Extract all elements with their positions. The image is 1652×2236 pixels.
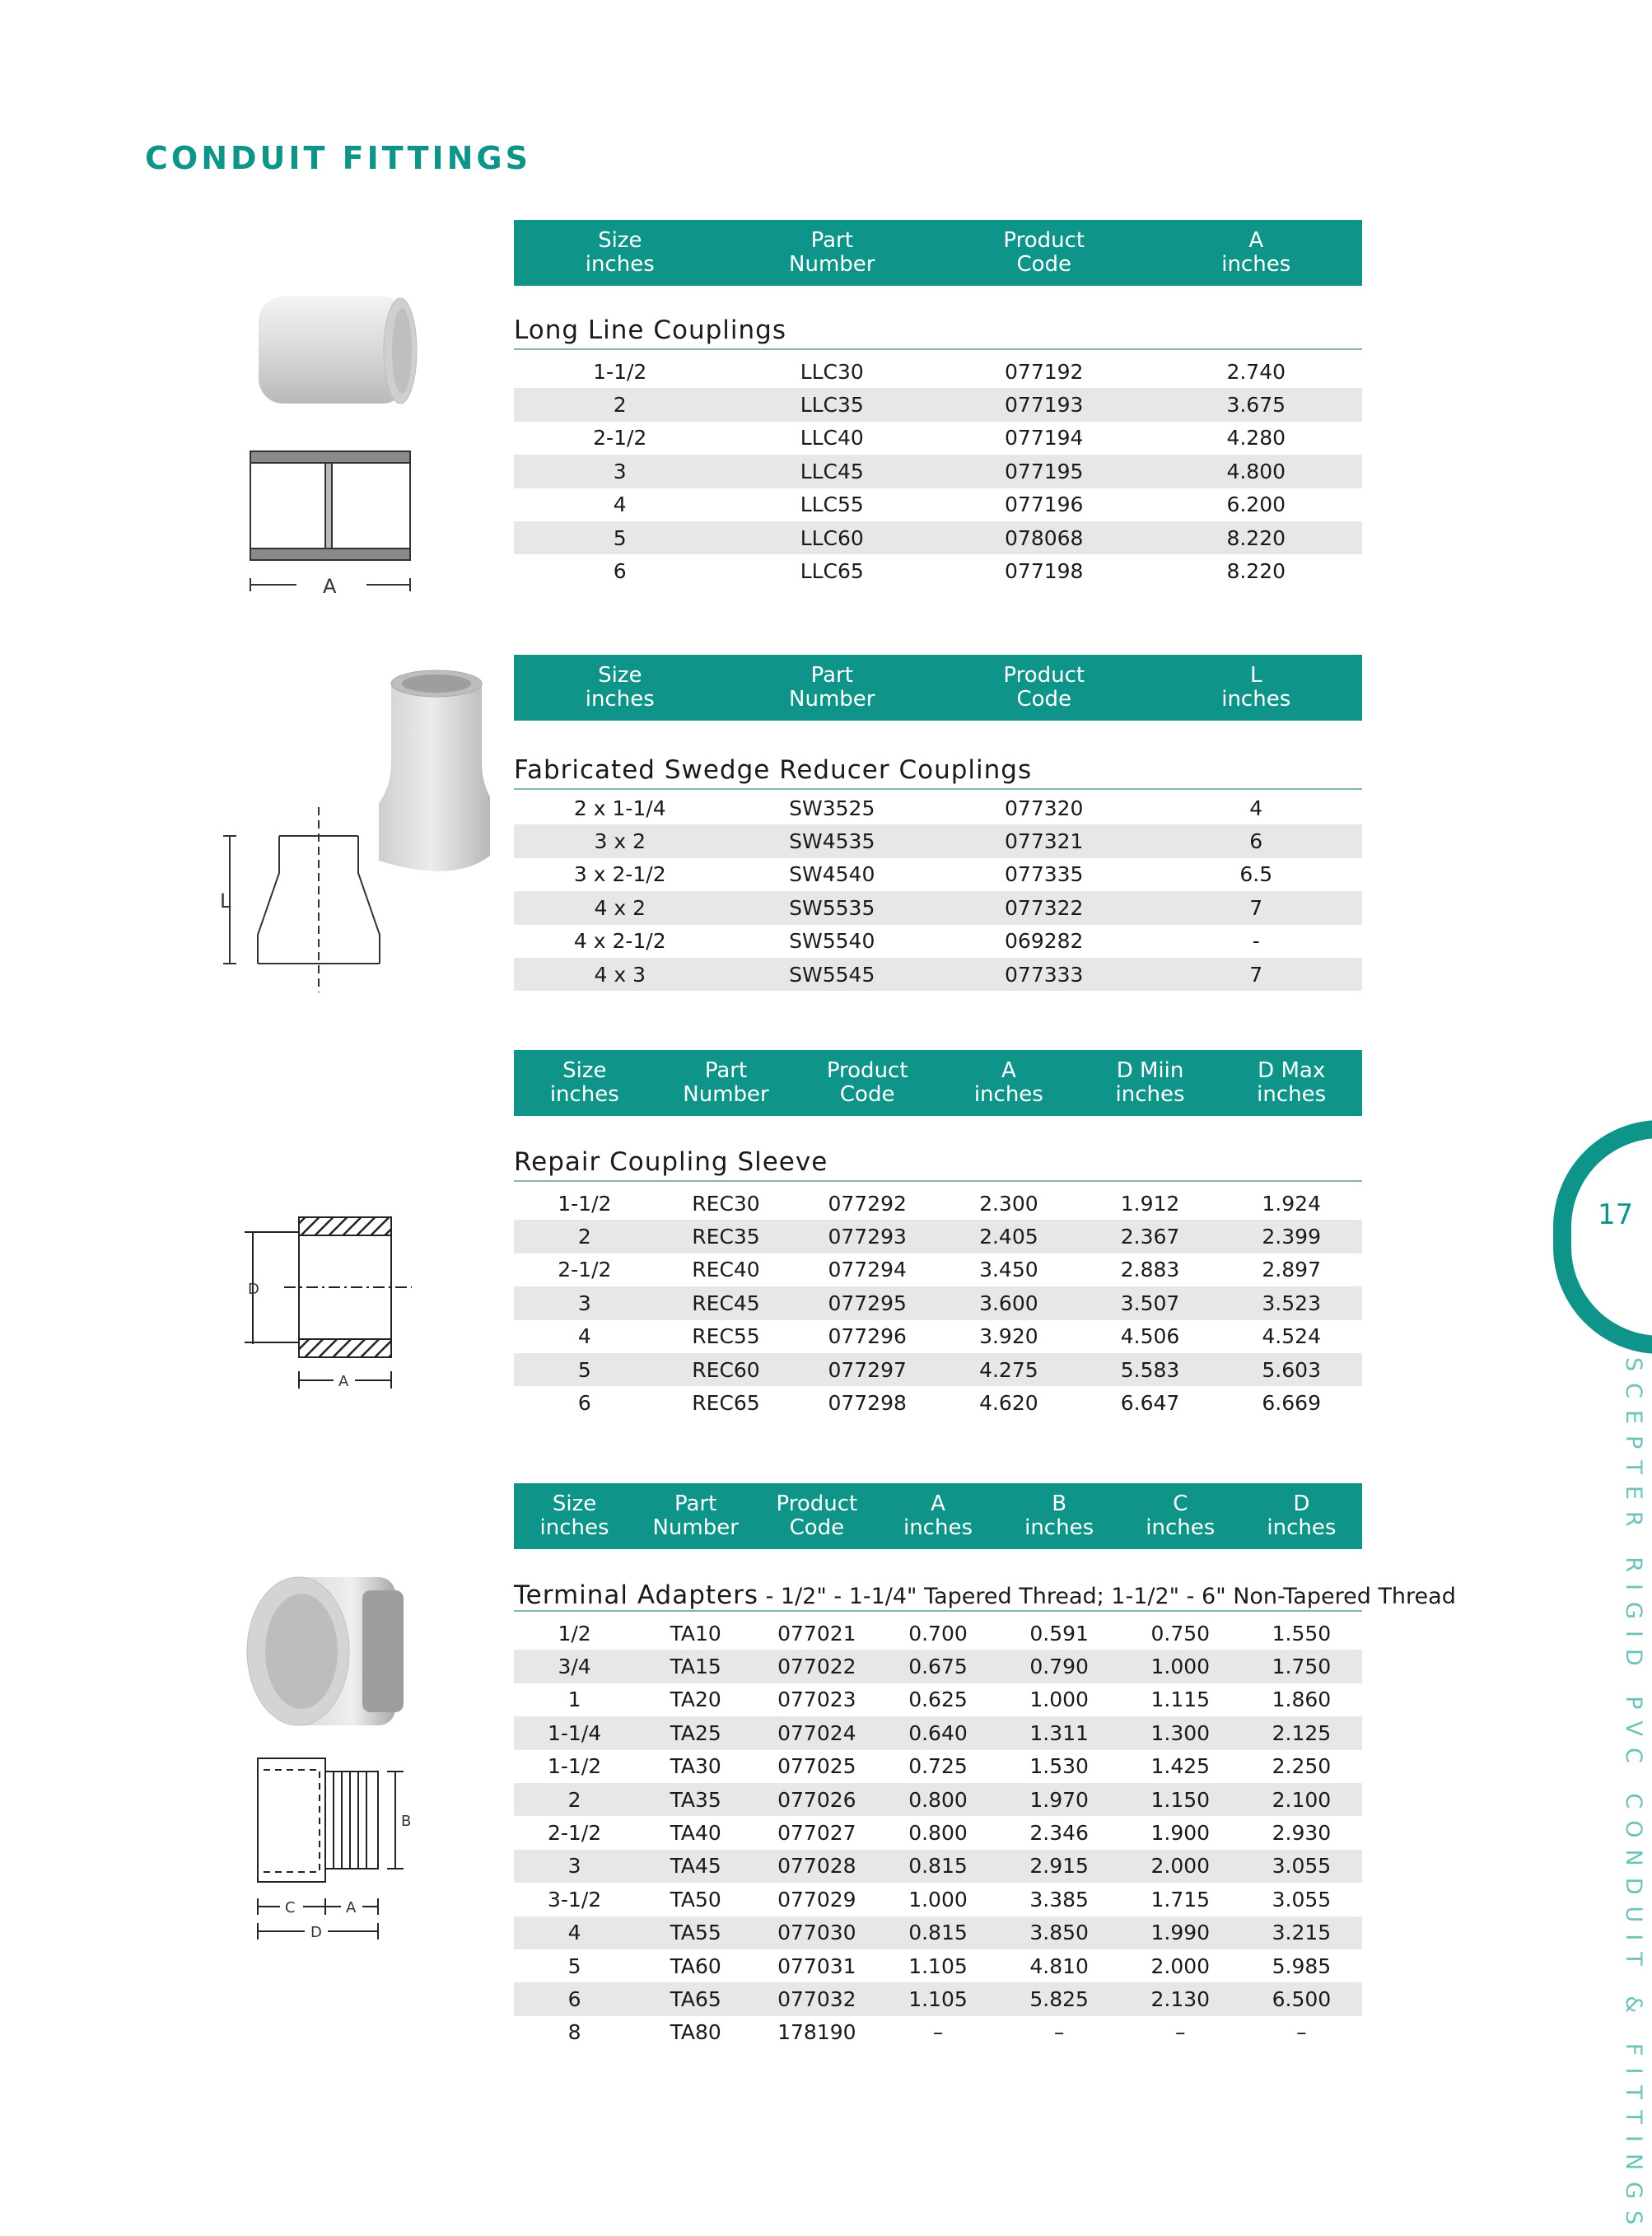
table-cell: 5 [613,525,627,550]
table-header [514,220,1362,286]
repair-coupling-diagram [245,1217,412,1389]
table-row [514,1353,1362,1386]
section-title-text: Fabricated Swedge Reducer Couplings [514,755,1033,785]
table-cell: 0.591 [1029,1621,1089,1645]
table-cell: TA45 [670,1854,721,1879]
table-row [514,1816,1362,1849]
terminal-adapter-photo [247,1577,404,1725]
table-row [514,891,1362,924]
table-cell: 6.5 [1239,862,1273,887]
table-row [514,2016,1362,2049]
table-cell: 077294 [828,1258,907,1282]
section-title [514,1147,1362,1182]
column-header: Size inches [585,663,655,712]
table-cell: 2.250 [1272,1754,1332,1779]
table-body [514,355,1362,588]
column-header: Part Number [683,1058,769,1107]
table-row [514,1320,1362,1353]
table-cell: 2.000 [1150,1954,1211,1978]
table-cell: 2.000 [1150,1854,1211,1879]
table-cell: LLC65 [800,559,864,584]
dimension-label-b: B [401,1813,412,1830]
table-cell: 3 [567,1854,581,1879]
table-cell: 077296 [828,1324,907,1349]
table-cell: 0.750 [1150,1621,1211,1645]
coupling-photo [259,296,417,404]
table-header [514,1483,1362,1549]
table-row [514,925,1362,958]
column-header: Product Code [776,1491,858,1540]
dimension-label-l: L [220,889,231,913]
table-cell: 077022 [777,1655,856,1679]
table-cell: 077295 [828,1291,907,1315]
table-cell: 2 [567,1787,581,1812]
table-cell: 077193 [1005,393,1084,418]
table-cell: 4.506 [1120,1324,1180,1349]
table-cell: 077195 [1005,459,1084,483]
table-row [514,1253,1362,1286]
column-header: Size inches [539,1491,609,1540]
table-cell: 3 [613,459,627,483]
column-header: D Miin inches [1115,1058,1185,1107]
table-cell: 0.700 [908,1621,968,1645]
dimension-label-a: A [346,1899,357,1916]
table-cell: 2.125 [1272,1720,1332,1745]
table-row [514,388,1362,421]
table-cell: 6.500 [1272,1986,1332,2011]
table-cell: 2.300 [979,1191,1038,1216]
table-cell: 2 [613,393,627,418]
column-header: B inches [1024,1491,1094,1540]
dimension-label-c: C [285,1899,296,1916]
table-cell: TA30 [670,1754,721,1779]
table-header [514,655,1362,721]
table-cell: 4.800 [1226,459,1286,483]
table-row [514,1750,1362,1783]
table-cell: 2.897 [1262,1258,1321,1282]
table-cell: 2.930 [1272,1821,1332,1846]
table-cell: 1.530 [1029,1754,1089,1779]
table-cell: 4 x 2-1/2 [573,929,666,954]
table-row [514,521,1362,554]
table-cell: 077192 [1005,359,1084,384]
table-cell: 1.860 [1272,1688,1332,1712]
table-cell: 077297 [828,1357,907,1382]
table-cell: 2.399 [1262,1225,1321,1249]
table-cell: 0.675 [908,1655,968,1679]
table-cell: 2.130 [1150,1986,1211,2011]
column-header: Size inches [585,228,655,277]
table-body [514,791,1362,991]
table-cell: REC35 [692,1225,760,1249]
column-header: Product Code [826,1058,908,1107]
table-cell: 077029 [777,1887,856,1912]
table-cell: 3.450 [979,1258,1038,1282]
column-header: L inches [1221,663,1291,712]
table-cell: 077194 [1005,426,1084,450]
table-row [514,1386,1362,1419]
table-cell: SW5540 [789,929,875,954]
table-row [514,1850,1362,1883]
table-cell: 1.000 [1029,1688,1089,1712]
table-cell: - [1252,929,1260,954]
table-cell: 3 x 2-1/2 [573,862,666,887]
table-body [514,1187,1362,1420]
table-cell: 3 [577,1291,591,1315]
table-cell: 3-1/2 [547,1887,602,1912]
table-cell: – [932,2020,944,2045]
table-cell: 077031 [777,1954,856,1978]
table-cell: LLC55 [800,492,864,517]
table-cell: 1.900 [1150,1821,1211,1846]
table-cell: 6.200 [1226,492,1286,517]
section-title-text: Long Line Couplings [514,315,786,345]
table-row [514,1683,1362,1716]
table-cell: REC55 [692,1324,760,1349]
table-cell: 6 [1249,829,1263,854]
table-row [514,1982,1362,2015]
table-cell: 1.990 [1150,1921,1211,1945]
table-cell: LLC30 [800,359,864,384]
table-cell: 6.647 [1120,1391,1180,1416]
table-cell: TA65 [670,1986,721,2011]
section-repair-coupling-sleeve [514,1050,1362,1420]
table-cell: 077026 [777,1787,856,1812]
table-cell: 4.620 [979,1391,1038,1416]
table-cell: 077023 [777,1688,856,1712]
table-cell: 1-1/2 [593,359,647,384]
table-cell: 8.220 [1226,525,1286,550]
table-cell: TA60 [670,1954,721,1978]
table-cell: 6 [613,559,627,584]
divider [514,1610,1362,1612]
table-cell: 5.603 [1262,1357,1321,1382]
table-cell: 077021 [777,1621,856,1645]
swedge-reducer-photo [379,670,490,871]
table-cell: 077198 [1005,559,1084,584]
column-header: A inches [973,1058,1043,1107]
terminal-adapter-diagram [258,1758,404,1940]
column-header: Product Code [1003,663,1085,712]
section-subtitle: - 1/2" - 1-1/4" Tapered Thread; 1-1/2" - 6" Non-Tapered Thread [758,1584,1456,1609]
section-long-line-couplings [514,220,1362,588]
column-header: C inches [1146,1491,1216,1540]
table-cell: 1-1/2 [558,1191,612,1216]
side-caption: SCEPTER RIGID PVC CONDUIT & FITTINGS [1621,1357,1646,2236]
section-title [514,755,1362,790]
table-cell: 178190 [777,2020,856,2045]
dimension-label-a: A [338,1373,349,1390]
table-cell: 077196 [1005,492,1084,517]
table-cell: 0.815 [908,1921,968,1945]
table-cell: – [1296,2020,1307,2045]
table-cell: 077298 [828,1391,907,1416]
table-cell: LLC45 [800,459,864,483]
table-cell: 5.583 [1120,1357,1180,1382]
table-cell: 2.367 [1120,1225,1180,1249]
section-terminal-adapters [514,1483,1456,2049]
table-cell: 0.725 [908,1754,968,1779]
table-cell: 4.275 [979,1357,1038,1382]
table-cell: 077322 [1005,895,1084,920]
table-cell: 077321 [1005,829,1084,854]
table-cell: 3 x 2 [594,829,646,854]
terminal-adapter-figure [239,1569,428,1948]
table-cell: 0.640 [908,1720,968,1745]
table-cell: 1.311 [1029,1720,1089,1745]
page-tab [1553,1120,1652,1354]
column-header: Size inches [549,1058,619,1107]
table-row [514,791,1362,824]
table-cell: 077335 [1005,862,1084,887]
table-cell: 1.000 [908,1887,968,1912]
coupling-cross-section [250,451,410,591]
page-title: CONDUIT FITTINGS [145,140,531,176]
table-cell: 5.985 [1272,1954,1332,1978]
dimension-label-d: D [310,1924,322,1941]
table-row [514,355,1362,388]
table-cell: 077024 [777,1720,856,1745]
table-cell: REC60 [692,1357,760,1382]
table-cell: 077292 [828,1191,907,1216]
table-cell: 8 [567,2020,581,2045]
table-cell: 1.425 [1150,1754,1211,1779]
table-body [514,1617,1362,2049]
table-cell: REC30 [692,1191,760,1216]
swedge-reducer-diagram [223,807,380,992]
table-row [514,1783,1362,1816]
table-cell: 5 [567,1954,581,1978]
table-cell: TA80 [670,2020,721,2045]
table-cell: 7 [1249,895,1263,920]
table-cell: 078068 [1005,525,1084,550]
table-row [514,1617,1362,1650]
table-cell: 3.385 [1029,1887,1089,1912]
section-swedge-reducer-couplings [514,655,1362,991]
table-cell: 2-1/2 [558,1258,612,1282]
table-cell: 6 [577,1391,591,1416]
table-cell: 5.825 [1029,1986,1089,2011]
table-cell: SW3525 [789,796,875,820]
table-cell: 4 [567,1921,581,1945]
table-cell: 1.970 [1029,1787,1089,1812]
table-cell: 4.280 [1226,426,1286,450]
table-cell: 3.055 [1272,1887,1332,1912]
table-row [514,488,1362,521]
table-row [514,1916,1362,1949]
table-cell: 3.507 [1120,1291,1180,1315]
column-header: Part Number [789,228,875,277]
table-cell: 3.600 [979,1291,1038,1315]
column-header: Part Number [789,663,875,712]
table-cell: TA25 [670,1720,721,1745]
table-cell: TA15 [670,1655,721,1679]
table-cell: TA35 [670,1787,721,1812]
table-cell: 0.800 [908,1821,968,1846]
table-row [514,858,1362,891]
column-header: A inches [903,1491,973,1540]
table-cell: 4.810 [1029,1954,1089,1978]
table-cell: 2-1/2 [547,1821,602,1846]
column-header: Product Code [1003,228,1085,277]
section-title [514,1580,1456,1613]
table-cell: 069282 [1005,929,1084,954]
table-cell: 4 [577,1324,591,1349]
coupling-figure [239,288,436,601]
table-cell: 1/2 [558,1621,591,1645]
column-header: D Max inches [1257,1058,1327,1107]
table-cell: 2.883 [1120,1258,1180,1282]
table-row [514,1220,1362,1253]
table-cell: 077333 [1005,962,1084,987]
table-cell: LLC35 [800,393,864,418]
table-cell: – [1175,2020,1186,2045]
table-cell: 2-1/2 [593,426,647,450]
table-cell: 077030 [777,1921,856,1945]
table-cell: REC65 [692,1391,760,1416]
table-cell: 0.790 [1029,1655,1089,1679]
table-cell: TA20 [670,1688,721,1712]
swedge-reducer-figure [210,667,490,997]
table-cell: LLC60 [800,525,864,550]
table-cell: SW4535 [789,829,875,854]
table-cell: 1.105 [908,1986,968,2011]
page-number: 17 [1598,1198,1634,1231]
table-cell: 3/4 [558,1655,591,1679]
table-cell: 8.220 [1226,559,1286,584]
table-cell: 2 [577,1225,591,1249]
column-header: Part Number [652,1491,739,1540]
table-cell: 4 [1249,796,1263,820]
table-cell: 2.346 [1029,1821,1089,1846]
table-cell: REC45 [692,1291,760,1315]
table-cell: 077028 [777,1854,856,1879]
table-cell: 4 x 3 [594,962,646,987]
column-header: D inches [1267,1491,1337,1540]
column-header: A inches [1221,228,1291,277]
table-row [514,1716,1362,1749]
table-cell: 1 [567,1688,581,1712]
table-row [514,824,1362,857]
dimension-label-d: D [248,1281,259,1298]
table-cell: SW5535 [789,895,875,920]
table-cell: 2.740 [1226,359,1286,384]
table-cell: TA50 [670,1887,721,1912]
table-cell: 4 x 2 [594,895,646,920]
table-cell: 3.523 [1262,1291,1321,1315]
table-cell: SW4540 [789,862,875,887]
table-cell: 1-1/4 [547,1720,602,1745]
table-row [514,1650,1362,1683]
table-row [514,1883,1362,1916]
table-row [514,1949,1362,1982]
table-cell: TA55 [670,1921,721,1945]
table-cell: 6 [567,1986,581,2011]
table-cell: 3.675 [1226,393,1286,418]
table-cell: TA40 [670,1821,721,1846]
table-cell: 3.215 [1272,1921,1332,1945]
table-cell: 2.915 [1029,1854,1089,1879]
dimension-label-a: A [323,575,337,598]
table-cell: 1.150 [1150,1787,1211,1812]
table-cell: 1.115 [1150,1688,1211,1712]
table-cell: 1.715 [1150,1887,1211,1912]
table-row [514,422,1362,455]
table-cell: 1.550 [1272,1621,1332,1645]
table-cell: – [1053,2020,1065,2045]
section-title-text: Terminal Adapters [514,1580,758,1610]
table-row [514,1286,1362,1319]
table-cell: 5 [577,1357,591,1382]
table-cell: 1.105 [908,1954,968,1978]
table-cell: 0.815 [908,1854,968,1879]
section-title [514,315,1362,350]
table-cell: 2.100 [1272,1787,1332,1812]
table-row [514,455,1362,488]
table-cell: 1.912 [1120,1191,1180,1216]
table-cell: 6.669 [1262,1391,1321,1416]
table-cell: 0.625 [908,1688,968,1712]
table-cell: 1-1/2 [547,1754,602,1779]
table-cell: 1.000 [1150,1655,1211,1679]
table-cell: SW5545 [789,962,875,987]
table-cell: TA10 [670,1621,721,1645]
table-cell: 077320 [1005,796,1084,820]
repair-coupling-figure [235,1202,424,1400]
table-cell: 077025 [777,1754,856,1779]
table-cell: 1.300 [1150,1720,1211,1745]
table-row [514,554,1362,587]
section-title-text: Repair Coupling Sleeve [514,1147,828,1177]
table-cell: 077032 [777,1986,856,2011]
table-cell: 3.055 [1272,1854,1332,1879]
table-row [514,958,1362,991]
table-cell: 1.924 [1262,1191,1321,1216]
table-cell: 4 [613,492,627,517]
table-cell: 077027 [777,1821,856,1846]
table-cell: 2.405 [979,1225,1038,1249]
table-header [514,1050,1362,1116]
table-cell: 3.920 [979,1324,1038,1349]
table-cell: 4.524 [1262,1324,1321,1349]
table-cell: 1.750 [1272,1655,1332,1679]
table-cell: LLC40 [800,426,864,450]
table-cell: REC40 [692,1258,760,1282]
table-cell: 077293 [828,1225,907,1249]
table-cell: 3.850 [1029,1921,1089,1945]
table-row [514,1187,1362,1220]
table-cell: 7 [1249,962,1263,987]
table-cell: 0.800 [908,1787,968,1812]
table-cell: 2 x 1-1/4 [573,796,666,820]
